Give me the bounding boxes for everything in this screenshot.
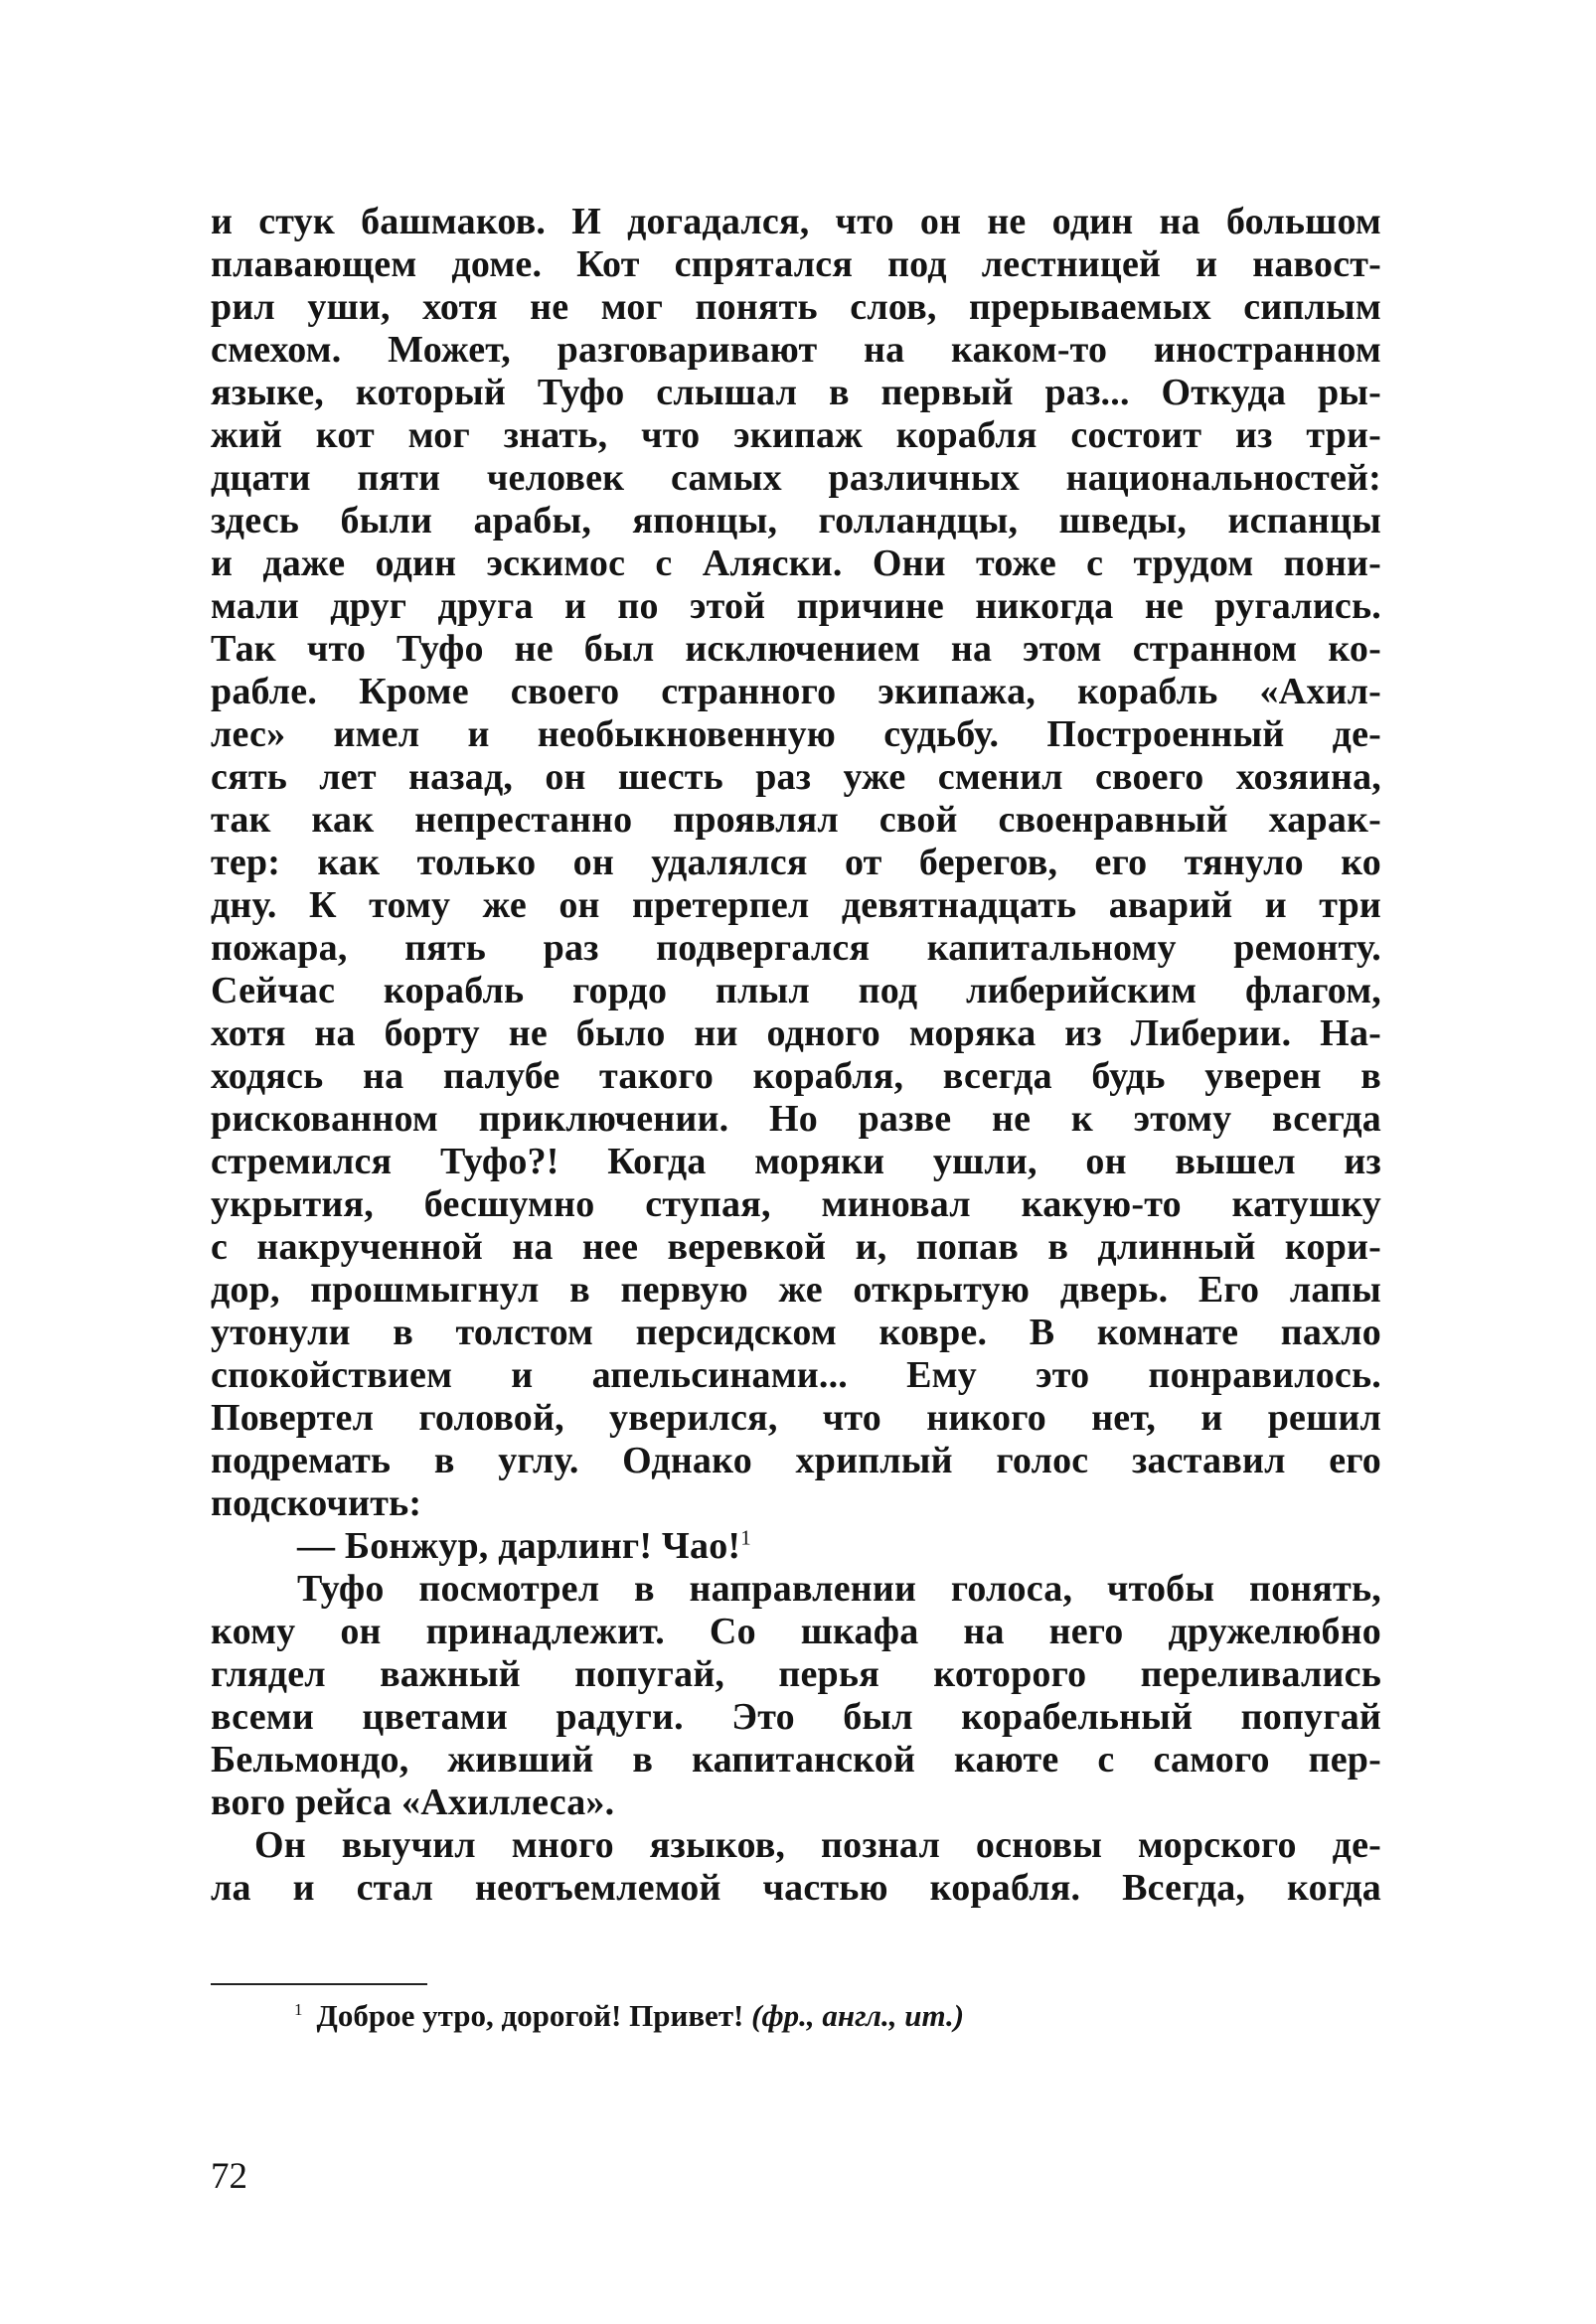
text-line: сять лет назад, он шесть раз уже сменил своего хозяина, (211, 756, 1381, 798)
text-line: укрытия, бесшумно ступая, миновал какую-то катушку (211, 1183, 1381, 1225)
dialogue-line (211, 1525, 1381, 1568)
text-line: подскочить: (211, 1482, 422, 1524)
text-line: так как непрестанно проявлял свой своенравный харак- (211, 799, 1381, 841)
text-line: ла и стал неотъемлемой частью корабля. Всегда, когда (211, 1867, 1381, 1909)
text-line: всеми цветами радуги. Это был корабельный попугай (211, 1696, 1381, 1738)
text-line: хотя на борту не было ни одного моряка из Либерии. На- (211, 1012, 1381, 1054)
text-line: с накрученной на нее веревкой и, попав в длинный кори- (211, 1226, 1381, 1268)
text-line: спокойствием и апельсинами... Ему это понравилось. (211, 1354, 1381, 1396)
page-number: 72 (211, 2156, 247, 2197)
text-line: утонули в толстом персидском ковре. В комнате пахло (211, 1312, 1381, 1353)
footnote-divider (211, 1983, 427, 1985)
text-line: ходясь на палубе такого корабля, всегда будь уверен в (211, 1055, 1381, 1097)
footnote-mark: 1 (294, 1999, 303, 2019)
text-line: тер: как только он удалялся от берегов, его тянуло ко (211, 842, 1381, 883)
text-line: плавающем доме. Кот спрятался под лестницей и навост- (211, 243, 1381, 285)
text-line: Он выучил много языков, познал основы морского де- (254, 1824, 1381, 1866)
text-line: пожара, пять раз подвергался капитальному ремонту. (211, 927, 1381, 969)
text-line: вого рейса «Ахиллеса». (211, 1782, 615, 1823)
page-text (211, 201, 1381, 1910)
text-line: Туфо посмотрел в направлении голоса, чтобы понять, (297, 1568, 1381, 1610)
text-line: рил уши, хотя не мог понять слов, прерываемых сиплым (211, 286, 1381, 328)
text-line: дор, прошмыгнул в первую же открытую дверь. Его лапы (211, 1269, 1381, 1311)
text-line: Так что Туфо не был исключением на этом странном ко- (211, 628, 1381, 670)
text-line: дну. К тому же он претерпел девятнадцать аварий и три (211, 884, 1381, 926)
text-line: и даже один эскимос с Аляски. Они тоже с трудом пони- (211, 542, 1381, 584)
text-line: рискованном приключении. Но разве не к этому всегда (211, 1098, 1381, 1140)
text-line: рабле. Кроме своего странного экипажа, корабль «Ахил- (211, 671, 1381, 712)
footnote-reference: 1 (740, 1525, 751, 1550)
footnote-text: Доброе утро, дорогой! Привет! (316, 1998, 744, 2033)
text-line: дцати пяти человек самых различных национальностей: (211, 457, 1381, 499)
text-line: лес» имел и необыкновенную судьбу. Построенный де- (211, 713, 1381, 755)
text-line: Повертел головой, уверился, что никого нет, и решил (211, 1397, 1381, 1439)
text-line: здесь были арабы, японцы, голландцы, шведы, испанцы (211, 500, 1381, 542)
footnote-languages: (фр., англ., ит.) (751, 1998, 965, 2033)
text-line: жий кот мог знать, что экипаж корабля состоит из три- (211, 414, 1381, 456)
text-line: подремать в углу. Однако хриплый голос заставил его (211, 1440, 1381, 1481)
dialogue-text: — Бонжур, дарлинг! Чао! (297, 1525, 741, 1567)
text-line: и стук башмаков. И догадался, что он не один на большом (211, 201, 1381, 242)
text-line: смехом. Может, разговаривают на каком-то иностранном (211, 329, 1381, 371)
text-line: глядел важный попугай, перья которого переливались (211, 1653, 1381, 1695)
text-line: Сейчас корабль гордо плыл под либерийским флагом, (211, 970, 1381, 1011)
text-line: кому он принадлежит. Со шкафа на него дружелюбно (211, 1611, 1381, 1652)
text-line: стремился Туфо?! Когда моряки ушли, он вышел из (211, 1141, 1381, 1182)
footnote (294, 1997, 964, 2035)
text-line: Бельмондо, живший в капитанской каюте с самого пер- (211, 1739, 1381, 1781)
text-line: языке, который Туфо слышал в первый раз... Откуда ры- (211, 372, 1381, 413)
text-line: мали друг друга и по этой причине никогда не ругались. (211, 585, 1381, 627)
